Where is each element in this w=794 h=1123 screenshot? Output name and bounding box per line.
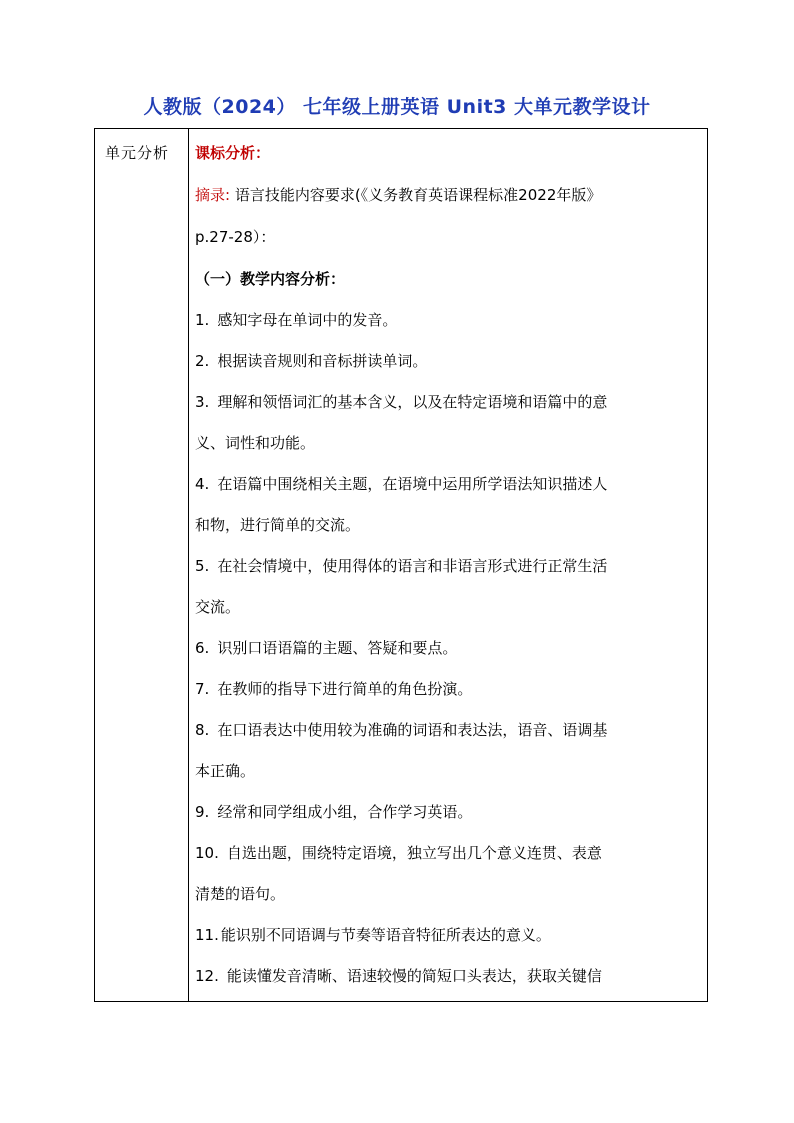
item-text: 在语篇中围绕相关主题，在语境中运用所学语法知识描述人 (217, 475, 608, 493)
item-number: 8. (195, 721, 210, 739)
item-number: 6. (195, 639, 210, 657)
list-item (195, 843, 705, 863)
item-text: 感知字母在单词中的发音。 (217, 311, 398, 329)
item-text: 能识别不同语调与节奏等语音特征所表达的意义。 (220, 926, 551, 944)
item-number: 3. (195, 393, 210, 411)
excerpt-line-2: p.27-28）： (195, 228, 276, 246)
list-item (195, 966, 705, 986)
excerpt-label: 摘录: (195, 186, 231, 204)
item-text: 在教师的指导下进行简单的角色扮演。 (217, 680, 473, 698)
item-number: 1. (195, 311, 210, 329)
item-continuation: 义、词性和功能。 (195, 434, 316, 452)
item-number: 12. (195, 967, 219, 985)
item-text: 自选出题，围绕特定语境，独立写出几个意义连贯、表意 (226, 844, 602, 862)
item-number: 2. (195, 352, 210, 370)
list-item (195, 720, 705, 740)
item-number: 7. (195, 680, 210, 698)
list-item (195, 925, 705, 945)
list-item (195, 392, 705, 412)
list-item (195, 310, 705, 330)
item-continuation: 清楚的语句。 (195, 885, 286, 903)
item-continuation: 和物，进行简单的交流。 (195, 516, 361, 534)
item-text: 在社会情境中，使用得体的语言和非语言形式进行正常生活 (217, 557, 608, 575)
item-number: 5. (195, 557, 210, 575)
item-number: 11. (195, 926, 219, 944)
excerpt-text-1: 语言技能内容要求(《义务教育英语课程标准2022年版》 (230, 186, 602, 204)
item-text: 识别口语语篇的主题、答疑和要点。 (217, 639, 458, 657)
left-label-cell (95, 129, 189, 1001)
item-text: 能读懂发音清晰、语速较慢的简短口头表达，获取关键信 (226, 967, 602, 985)
item-number: 4. (195, 475, 210, 493)
item-text: 在口语表达中使用较为准确的词语和表达法，语音、语调基 (217, 721, 608, 739)
item-text: 经常和同学组成小组，合作学习英语。 (217, 803, 473, 821)
section-heading: 课标分析： (195, 144, 271, 162)
list-item (195, 638, 705, 658)
item-text: 理解和领悟词汇的基本含义，以及在特定语境和语篇中的意 (217, 393, 608, 411)
item-text: 根据读音规则和音标拼读单词。 (217, 352, 428, 370)
excerpt-line-1 (195, 185, 705, 205)
item-continuation: 交流。 (195, 598, 241, 616)
list-item (195, 351, 705, 371)
item-continuation: 本正确。 (195, 762, 256, 780)
unit-analysis-label: 单元分析 (105, 144, 170, 162)
unit-analysis-table (94, 128, 708, 1002)
list-item (195, 556, 705, 576)
item-number: 10. (195, 844, 219, 862)
content-cell (189, 129, 707, 1001)
subsection-heading: （一）教学内容分析： (195, 270, 346, 288)
list-item (195, 802, 705, 822)
document-title: 人教版（2024） 七年级上册英语 Unit3 大单元教学设计 (143, 96, 651, 118)
list-item (195, 474, 705, 494)
list-item (195, 679, 705, 699)
item-number: 9. (195, 803, 210, 821)
